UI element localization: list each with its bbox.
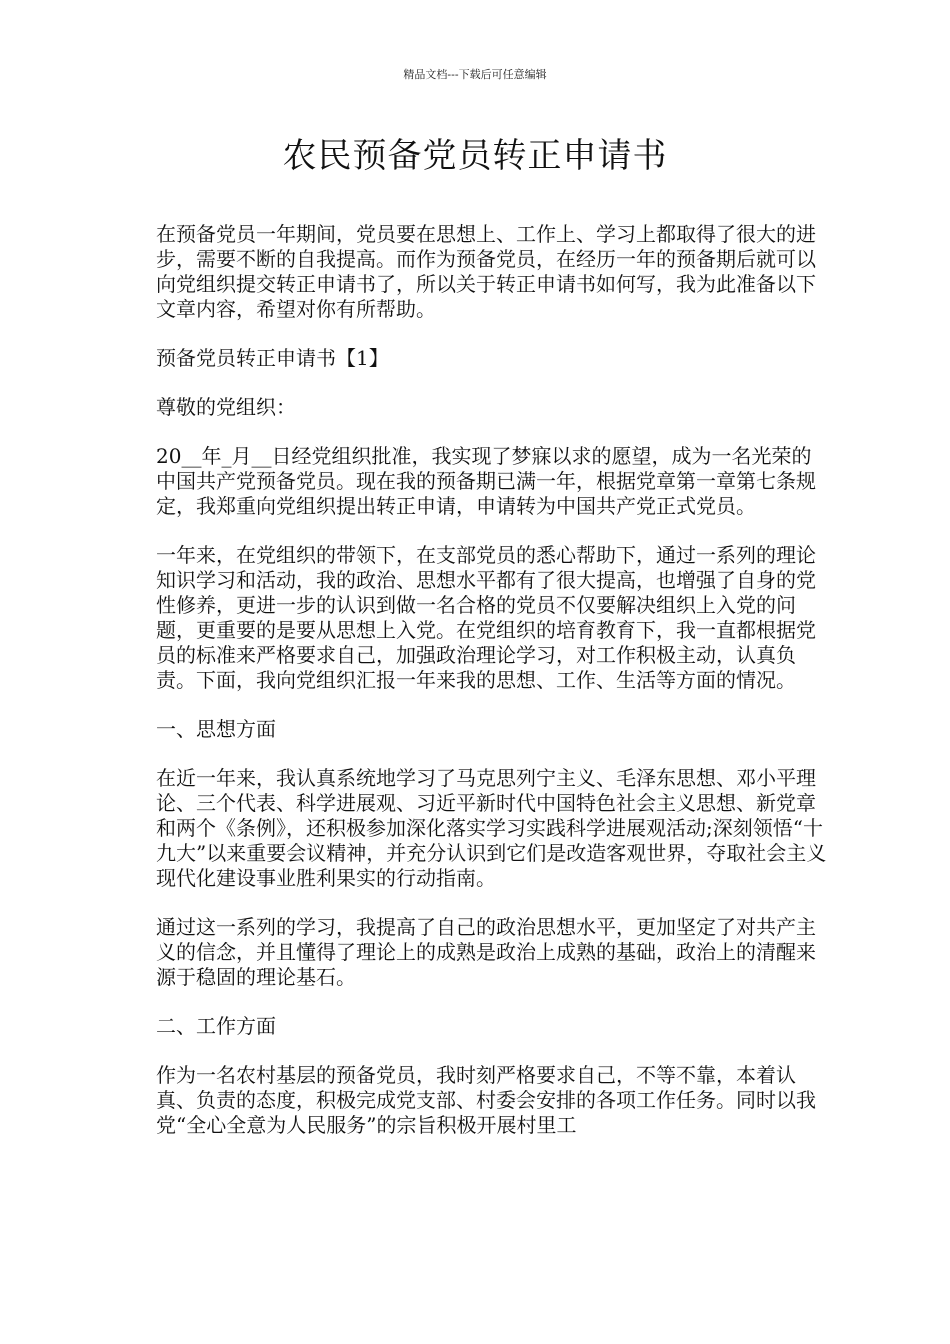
header-note: 精品文档---下载后可任意编辑 xyxy=(403,68,547,81)
document-title: 农民预备党员转正申请书 xyxy=(282,136,668,176)
paragraph-thought-study: 在近一年来，我认真系统地学习了马克思列宁主义、毛泽东思想、邓小平理论、三个代表、科学进展观、习近平新时代中国特色社会主义思想、新党章和两个《条例》，还积极参加深化落实学习实践科学进展观活动;深刻领悟“十九大”以来重要会议精神，并充分认识到它们是改造客观世界，夺取社会主义现代化建设事业胜利果实的行动指南。 xyxy=(156,766,827,890)
paragraph-work: 作为一名农村基层的预备党员，我时刻严格要求自己，不等不靠，本着认真、负责的态度，积极完成党支部、村委会安排的各项工作任务。同时以我党“全心全意为人民服务”的宗旨积极开展村里工 xyxy=(156,1063,816,1137)
paragraph-intro: 在预备党员一年期间，党员要在思想上、工作上、学习上都取得了很大的进步，需要不断的自我提高。而作为预备党员，在经历一年的预备期后就可以向党组织提交转正申请书了，所以关于转正申请书如何写，我为此准备以下文章内容，希望对你有所帮助。 xyxy=(156,222,816,321)
section-heading-application: 预备党员转正申请书【1】 xyxy=(156,346,389,370)
section-heading-work: 二、工作方面 xyxy=(156,1014,276,1038)
paragraph-year-review: 一年来，在党组织的带领下，在支部党员的悉心帮助下，通过一系列的理论知识学习和活动，我的政治、思想水平都有了很大提高，也增强了自身的党性修养，更进一步的认识到做一名合格的党员不仅要解决组织上入党的问题，更重要的是要从思想上入党。在党组织的培育教育下，我一直都根据党员的标准来严格要求自己，加强政治理论学习，对工作积极主动，认真负责。下面，我向党组织汇报一年来我的思想、工作、生活等方面的情况。 xyxy=(156,543,816,692)
document-body xyxy=(138,222,828,1162)
paragraph-thought-result: 通过这一系列的学习，我提高了自己的政治思想水平，更加坚定了对共产主义的信念，并且懂得了理论上的成熟是政治上成熟的基础，政治上的清醒来源于稳固的理论基石。 xyxy=(156,915,816,989)
section-heading-thought: 一、思想方面 xyxy=(156,717,276,741)
paragraph-approval: 20__年_月__日经党组织批准，我实现了梦寐以求的愿望，成为一名光荣的中国共产党预备党员。现在我的预备期已满一年，根据党章第一章第七条规定，我郑重向党组织提出转正申请，申请转为中国共产党正式党员。 xyxy=(156,444,816,518)
salutation: 尊敬的党组织： xyxy=(156,395,296,419)
